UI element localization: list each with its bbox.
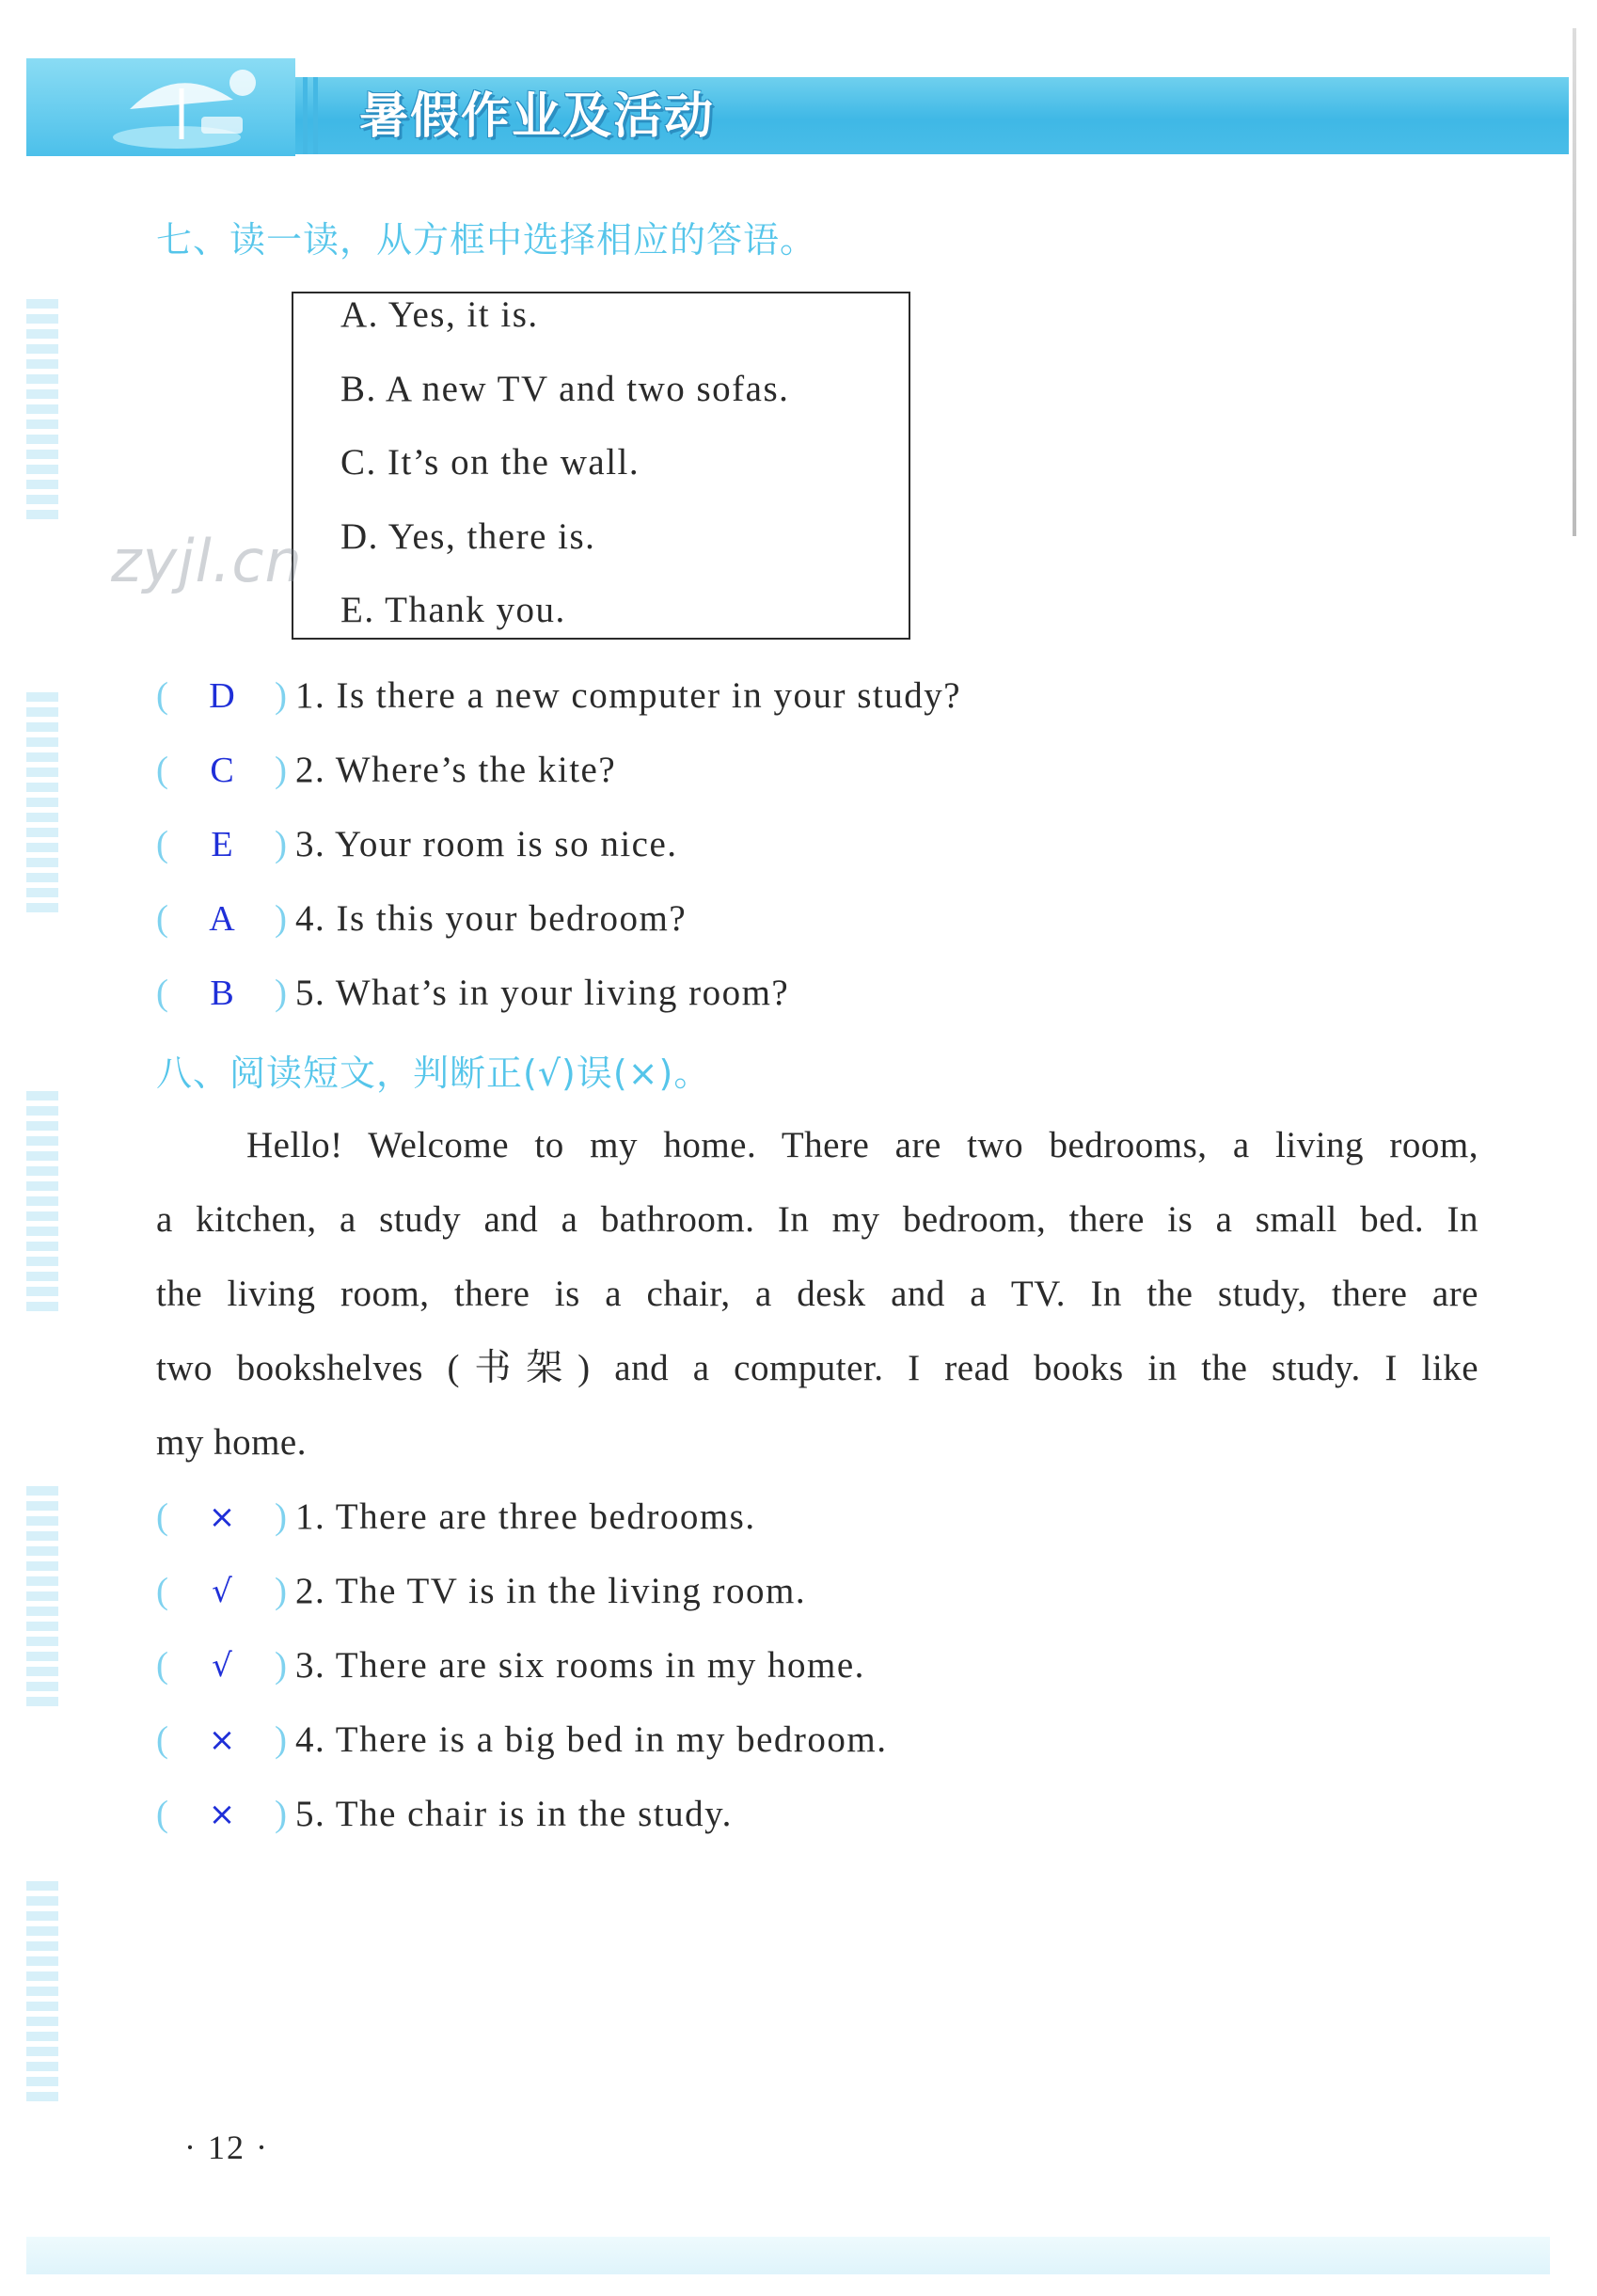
section-8-title: 八、阅读短文，判断正(√)误(×)。 bbox=[156, 1053, 711, 1094]
answer-letter: A bbox=[209, 899, 235, 939]
answer-letter: E bbox=[211, 825, 233, 864]
open-paren: ( bbox=[156, 1571, 168, 1611]
open-paren: ( bbox=[156, 973, 168, 1013]
option-c: C. It’s on the wall. bbox=[340, 442, 640, 483]
option-b: B. A new TV and two sofas. bbox=[340, 369, 790, 409]
passage-line: the living room, there is a chair, a desk and a TV. In the study, there are bbox=[156, 1274, 1478, 1314]
close-paren: ) bbox=[275, 1719, 287, 1760]
question-text: 2. The TV is in the living room. bbox=[295, 1571, 807, 1611]
close-paren: ) bbox=[275, 1496, 287, 1537]
open-paren: ( bbox=[156, 1645, 168, 1686]
option-a: A. Yes, it is. bbox=[340, 294, 539, 335]
question-text: 3. Your room is so nice. bbox=[295, 824, 678, 864]
answer-letter: B bbox=[210, 974, 234, 1013]
footer-band bbox=[26, 2237, 1550, 2274]
header-divider-bars bbox=[303, 77, 325, 154]
section-7-title: 七、读一读，从方框中选择相应的答语。 bbox=[156, 219, 817, 261]
watermark: zyjl.cn bbox=[111, 527, 303, 595]
close-paren: ) bbox=[275, 750, 287, 790]
question-text: 1. There are three bedrooms. bbox=[295, 1496, 756, 1537]
left-stripe bbox=[26, 1486, 58, 1712]
page-number: · 12 · bbox=[184, 2129, 269, 2166]
right-edge-rule bbox=[1573, 28, 1576, 536]
question-text: 4. There is a big bed in my bedroom. bbox=[295, 1719, 888, 1760]
question-text: 5. The chair is in the study. bbox=[295, 1794, 733, 1834]
question-text: 2. Where’s the kite? bbox=[295, 750, 617, 790]
open-paren: ( bbox=[156, 750, 168, 790]
left-stripe bbox=[26, 1091, 58, 1317]
close-paren: ) bbox=[275, 973, 287, 1013]
open-paren: ( bbox=[156, 1496, 168, 1537]
left-stripe bbox=[26, 692, 58, 918]
option-e: E. Thank you. bbox=[340, 590, 566, 630]
close-paren: ) bbox=[275, 1571, 287, 1611]
header-title: 暑假作业及活动 bbox=[359, 88, 716, 145]
open-paren: ( bbox=[156, 824, 168, 864]
open-paren: ( bbox=[156, 1794, 168, 1834]
passage-line: a kitchen, a study and a bathroom. In my bedroom, there is a small bed. In bbox=[156, 1199, 1478, 1240]
passage-line: two bookshelves (书架) and a computer. I read books in the study. I like bbox=[156, 1348, 1478, 1388]
close-paren: ) bbox=[275, 824, 287, 864]
question-text: 5. What’s in your living room? bbox=[295, 973, 790, 1013]
answer-mark: √ bbox=[212, 1573, 232, 1610]
question-text: 1. Is there a new computer in your study? bbox=[295, 675, 962, 716]
question-text: 3. There are six rooms in my home. bbox=[295, 1645, 865, 1686]
sun-umbrella-icon bbox=[111, 62, 271, 152]
close-paren: ) bbox=[275, 898, 287, 939]
close-paren: ) bbox=[275, 1645, 287, 1686]
close-paren: ) bbox=[275, 1794, 287, 1834]
open-paren: ( bbox=[156, 675, 168, 716]
answer-mark: × bbox=[208, 1721, 236, 1759]
open-paren: ( bbox=[156, 898, 168, 939]
left-stripe bbox=[26, 1881, 58, 2107]
answer-mark: × bbox=[208, 1498, 236, 1536]
left-stripe bbox=[26, 299, 58, 525]
open-paren: ( bbox=[156, 1719, 168, 1760]
answer-mark: × bbox=[208, 1796, 236, 1833]
passage-line: Hello! Welcome to my home. There are two bedrooms, a living room, bbox=[246, 1125, 1478, 1165]
answer-letter: C bbox=[210, 751, 234, 790]
question-text: 4. Is this your bedroom? bbox=[295, 898, 688, 939]
answer-letter: D bbox=[209, 676, 235, 716]
option-d: D. Yes, there is. bbox=[340, 516, 596, 557]
passage-line: my home. bbox=[156, 1422, 307, 1463]
answer-mark: √ bbox=[212, 1647, 232, 1685]
close-paren: ) bbox=[275, 675, 287, 716]
